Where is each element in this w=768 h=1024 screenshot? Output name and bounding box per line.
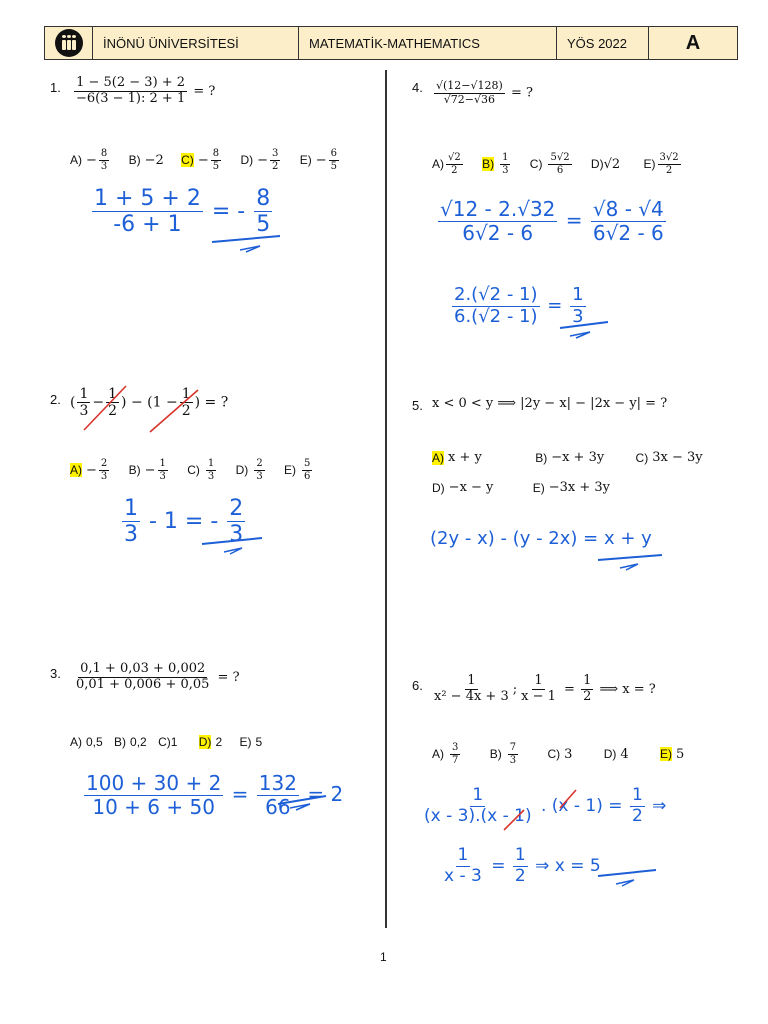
question-6-expression: $\frac{1}{\text{x² − 4x + 3}}$ ; $\frac{1}{x - 1}$ = $\frac{1}{2}$ ⟹ x = ?: [434, 673, 656, 704]
answer-highlight: E): [660, 747, 673, 761]
option-b[interactable]: B) $\frac{7}{3}$: [489, 742, 517, 766]
column-divider: [385, 70, 387, 928]
q1-numerator: 1 − 5(2 − 3) + 2: [76, 75, 186, 90]
q1-denominator: −6(3 − 1): 2 + 1: [76, 90, 186, 106]
option-d[interactable]: D) $\frac{2}{3}$: [235, 458, 263, 482]
university-logo: [45, 27, 93, 59]
option-d[interactable]: D) 2: [198, 735, 223, 749]
option-e[interactable]: E) 5: [660, 746, 685, 762]
option-a[interactable]: A) − $\frac{2}{3}$: [70, 458, 108, 482]
option-e[interactable]: E) − $\frac{6}{5}$: [299, 148, 338, 172]
option-e[interactable]: E) 5: [239, 735, 263, 749]
answer-highlight: A): [432, 450, 444, 465]
option-c[interactable]: C) − $\frac{8}{5}$: [181, 148, 220, 172]
question-1-options: [70, 148, 355, 172]
handwritten-solution-6a: $\frac{1}{(x - 3).(x - 1)}$ . (x - 1) = $\frac{1}{2}$ ⇒: [424, 785, 667, 826]
question-4-expression: $\frac{√(12-√128)}{√72-√36}$ = ?: [436, 79, 533, 106]
underline-mark: [276, 794, 332, 812]
university-name: İNÖNÜ ÜNİVERSİTESİ: [93, 27, 299, 59]
question-number: 2.: [50, 392, 61, 407]
question-6-options: [432, 742, 698, 766]
question-5-expression: x < 0 < y ⟹ |2y − x| − |2x − y| = ?: [432, 396, 668, 411]
option-b[interactable]: B) $\frac{1}{3}$: [482, 152, 509, 176]
booklet-letter: A: [685, 31, 701, 54]
option-a[interactable]: A) 0,5: [70, 735, 103, 749]
handwritten-solution-4a: $\frac{√12 - 2.√32}{6√2 - 6}$ = $\frac{√8 - √4}{6√2 - 6}$: [440, 197, 664, 245]
underline-mark: [558, 318, 614, 340]
underline-mark: [210, 232, 290, 256]
question-number: 6.: [412, 678, 423, 693]
question-4-options: [432, 152, 697, 176]
page-number: 1: [380, 950, 387, 964]
underline-mark: [200, 536, 270, 558]
question-number: 3.: [50, 666, 61, 681]
answer-highlight: B): [482, 157, 495, 171]
strike-marks: [490, 788, 590, 838]
option-e[interactable]: E) $\frac{3√2}{2}$: [643, 152, 679, 176]
option-d[interactable]: D) 4: [603, 746, 629, 762]
option-b[interactable]: B) −x + 3y: [535, 450, 605, 465]
option-a[interactable]: A) $\frac{√2}{2}$: [432, 152, 461, 176]
logo-icon: [55, 29, 83, 57]
question-2-options: [70, 458, 328, 482]
handwritten-solution-3: $\frac{100 + 30 + 2}{10 + 6 + 50}$ = $\frac{132}{66}$ = 2: [86, 771, 344, 819]
option-a[interactable]: A) x + y: [432, 450, 482, 465]
underline-mark: [596, 868, 662, 888]
exam-header: [44, 26, 738, 60]
strike-marks: [80, 384, 210, 436]
exam-name: YÖS 2022: [557, 27, 649, 59]
question-3-options: [70, 735, 276, 749]
option-e[interactable]: E) $\frac{5}{6}$: [284, 458, 311, 482]
question-number: 1.: [50, 80, 61, 95]
answer-highlight: A): [70, 463, 82, 477]
question-2-expression: ( $\frac{1}{3}$ − $\frac{1}{2}$ ) − (1 − $\frac{1}{2}$ ) = ?: [70, 386, 229, 420]
handwritten-solution-6b: $\frac{1}{x - 3}$ = $\frac{1}{2}$ ⇒ x = 5: [444, 845, 601, 886]
answer-highlight: D): [198, 735, 212, 749]
question-5-options-row2: [432, 480, 624, 495]
question-1-expression: [72, 76, 215, 107]
option-d[interactable]: D) −x − y: [432, 480, 494, 495]
q1-tail: = ?: [189, 83, 216, 99]
option-b[interactable]: B) 0,2: [114, 735, 147, 749]
option-d[interactable]: D) √2: [590, 156, 621, 172]
option-c[interactable]: C) 3: [547, 746, 573, 762]
option-d[interactable]: D) − $\frac{3}{2}$: [240, 148, 279, 172]
option-e[interactable]: E) −3x + 3y: [532, 480, 611, 495]
option-c[interactable]: C) $\frac{5√2}{6}$: [529, 152, 570, 176]
handwritten-solution-4b: $\frac{2.(√2 - 1)}{6.(√2 - 1)}$ = $\frac{1}{3}$: [454, 284, 584, 327]
answer-highlight: C): [181, 153, 194, 167]
option-a[interactable]: A) − $\frac{8}{3}$: [70, 148, 108, 172]
option-c[interactable]: C) 3x − 3y: [635, 450, 703, 465]
question-3-expression: $\frac{0,1 + 0,03 + 0,002}{0,01 + 0,006 + 0,05}$ = ?: [76, 661, 240, 692]
handwritten-solution-1: $\frac{1 + 5 + 2}{-6 + 1}$ = - $\frac{8}{5}$: [94, 186, 271, 238]
subject-name: MATEMATİK-MATHEMATICS: [299, 27, 557, 59]
option-b[interactable]: B) − $\frac{1}{3}$: [128, 458, 166, 482]
question-5-options-row1: [432, 450, 717, 465]
handwritten-solution-5: (2y - x) - (y - 2x) = x + y: [430, 528, 652, 549]
option-c[interactable]: C) $\frac{1}{3}$: [187, 458, 215, 482]
option-c[interactable]: C) 1: [158, 735, 178, 749]
option-a[interactable]: A) $\frac{3}{7}$: [432, 742, 459, 766]
underline-mark: [596, 552, 668, 572]
handwritten-solution-2: $\frac{1}{3}$ - 1 = - $\frac{2}{3}$: [124, 496, 244, 548]
option-b[interactable]: B) −2: [128, 152, 164, 168]
question-number: 4.: [412, 80, 423, 95]
question-number: 5.: [412, 398, 423, 413]
